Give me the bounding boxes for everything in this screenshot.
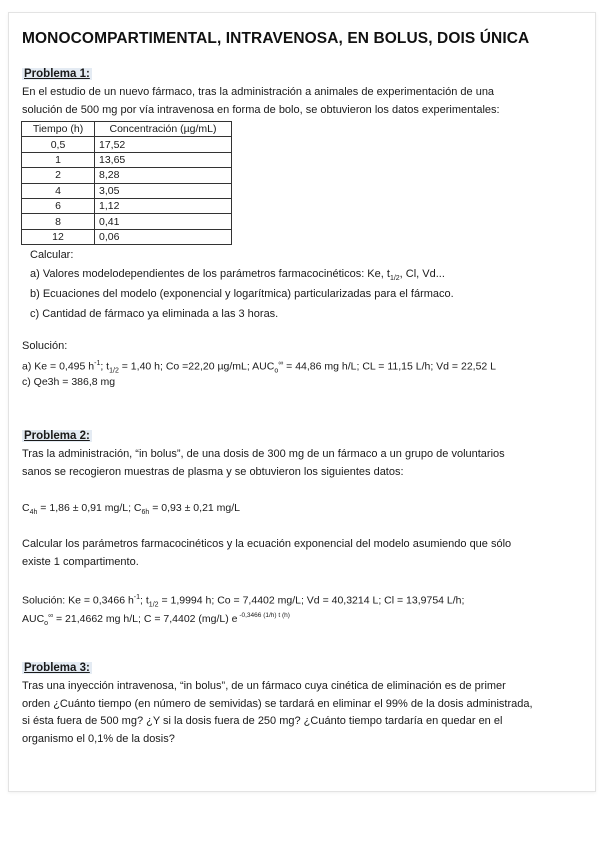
- task-a-text: a) Valores modelodependientes de los parámetros farmacocinéticos: Ke, t: [30, 268, 390, 280]
- problem-1-statement: [22, 84, 578, 119]
- sol2-auc: AUC: [22, 613, 45, 625]
- problem-2-data: [22, 500, 240, 521]
- sol2-auc-exp: ∞: [48, 612, 54, 620]
- calculate-label: Calcular:: [30, 249, 74, 261]
- sol-a-exp-2: ∞: [278, 360, 284, 367]
- table-cell-concentration: 0,41: [95, 214, 232, 229]
- table-cell-concentration: 1,12: [95, 198, 232, 213]
- c4-subscript: 4h: [29, 509, 38, 517]
- sol2-auc-sub: o: [44, 620, 49, 628]
- problem-2-heading: Problema 2:: [24, 430, 90, 442]
- problem-2-question: [22, 536, 578, 571]
- table-cell-concentration: 8,28: [95, 168, 232, 183]
- problem-3-line-3: si ésta fuera de 500 mg? ¿Y si la dosis fuera de 250 mg? ¿Cuánto tiempo tardaría en quedar en el: [22, 715, 503, 727]
- c6-subscript: 6h: [141, 509, 150, 517]
- problem-2-line-2: sanos se recogieron muestras de plasma y se obtuvieron los siguientes datos:: [22, 465, 404, 478]
- table-cell-concentration: 0,06: [95, 229, 232, 244]
- table-row: [22, 183, 232, 198]
- task-c: c) Cantidad de fármaco ya eliminada a las 3 horas.: [30, 308, 279, 320]
- problem-2-statement: [22, 446, 578, 481]
- problem-3-line-4: organismo el 0,1% de la dosis?: [22, 732, 175, 745]
- sol-a-part-2: ; t: [100, 360, 110, 373]
- task-a-subscript: 1/2: [389, 275, 400, 283]
- c6-value: = 0,93 ± 0,21 mg/L: [149, 502, 241, 514]
- solution-c: c) Qe3h = 386,8 mg: [22, 376, 116, 388]
- problem-1-line-2: solución de 500 mg por vía intravenosa en forma de bolo, se obtuvieron los datos experimentales:: [22, 103, 500, 116]
- table-cell-concentration: 17,52: [95, 137, 232, 152]
- problem-2-line-1: Tras la administración, “in bolus”, de una dosis de 300 mg de un fármaco a un grupo de voluntarios: [22, 448, 505, 460]
- sol2-part-2: ; t: [140, 594, 149, 607]
- problem-1-heading: Problema 1:: [24, 68, 90, 80]
- problem-3-line-1: Tras una inyección intravenosa, “in bolus”, de un fármaco cuya cinética de eliminación es de primer: [22, 680, 506, 692]
- table-header-time: Tiempo (h): [22, 122, 95, 137]
- table-cell-concentration: 13,65: [95, 152, 232, 167]
- sol2-equation: = 21,4662 mg h/L; C = 7,4402 (mg/L) e: [53, 613, 238, 625]
- sol2-part-1: Solución: Ke = 0,3466 h: [22, 594, 134, 607]
- document-title: MONOCOMPARTIMENTAL, INTRAVENOSA, EN BOLUS, DOIS ÚNICA: [22, 30, 530, 47]
- task-a: [30, 266, 445, 287]
- concentration-table: [21, 121, 232, 245]
- solution-2-line-2: [22, 608, 290, 632]
- problem-2-line-4: existe 1 compartimento.: [22, 555, 139, 568]
- sol-a-exp-1: -1: [94, 360, 101, 367]
- table-row: [22, 152, 232, 167]
- table-cell-time: 6: [22, 198, 95, 213]
- sol2-exponent: -0,3466 (1/h) t (h): [237, 612, 290, 619]
- problem-3-heading: Problema 3:: [24, 662, 90, 674]
- table-row: [22, 198, 232, 213]
- table-cell-time: 2: [22, 168, 95, 183]
- task-b: b) Ecuaciones del modelo (exponencial y logarítmica) particularizadas para el fármaco.: [30, 288, 454, 300]
- table-row: [22, 229, 232, 244]
- c4-value: = 1,86 ± 0,91 mg/L; C: [37, 502, 142, 514]
- solution-label-1: Solución:: [22, 340, 68, 352]
- sol2-sub-1: 1/2: [148, 601, 159, 609]
- table-row: [22, 137, 232, 152]
- problem-3-statement: [22, 678, 578, 748]
- table-cell-concentration: 3,05: [95, 183, 232, 198]
- table-row: [22, 168, 232, 183]
- table-row: [22, 214, 232, 229]
- table-cell-time: 4: [22, 183, 95, 198]
- sol2-part-3: = 1,9994 h; Co = 7,4402 mg/L; Vd = 40,3214 L; Cl = 13,9754 L/h;: [158, 594, 465, 607]
- sol-a-sub-1: 1/2: [109, 367, 119, 375]
- problem-2-line-3: Calcular los parámetros farmacocinéticos y la ecuación exponencial del modelo asumiendo que sólo: [22, 538, 512, 550]
- table-header-concentration: Concentración (µg/mL): [95, 122, 232, 137]
- sol-a-part-4: = 44,86 mg h/L; CL = 11,15 L/h; Vd = 22,52 L: [283, 360, 497, 373]
- c4-label: C: [22, 502, 30, 514]
- table-cell-time: 1: [22, 152, 95, 167]
- table-cell-time: 0,5: [22, 137, 95, 152]
- problem-3-line-2: orden ¿Cuánto tiempo (en número de semividas) se tardará en eliminar el 99% de la dosis administrada,: [22, 697, 533, 710]
- table-cell-time: 8: [22, 214, 95, 229]
- sol-a-sub-2: o: [274, 367, 279, 375]
- sol-a-part-3: = 1,40 h; Co =22,20 µg/mL; AUC: [118, 360, 275, 373]
- problem-1-line-1: En el estudio de un nuevo fármaco, tras la administración a animales de experimentación de una: [22, 86, 495, 98]
- table-header-row: [22, 122, 232, 137]
- task-a-tail: , Cl, Vd...: [399, 268, 445, 280]
- table-cell-time: 12: [22, 229, 95, 244]
- sol-a-part-1: a) Ke = 0,495 h: [22, 360, 95, 373]
- sol2-exp-1: -1: [133, 594, 141, 601]
